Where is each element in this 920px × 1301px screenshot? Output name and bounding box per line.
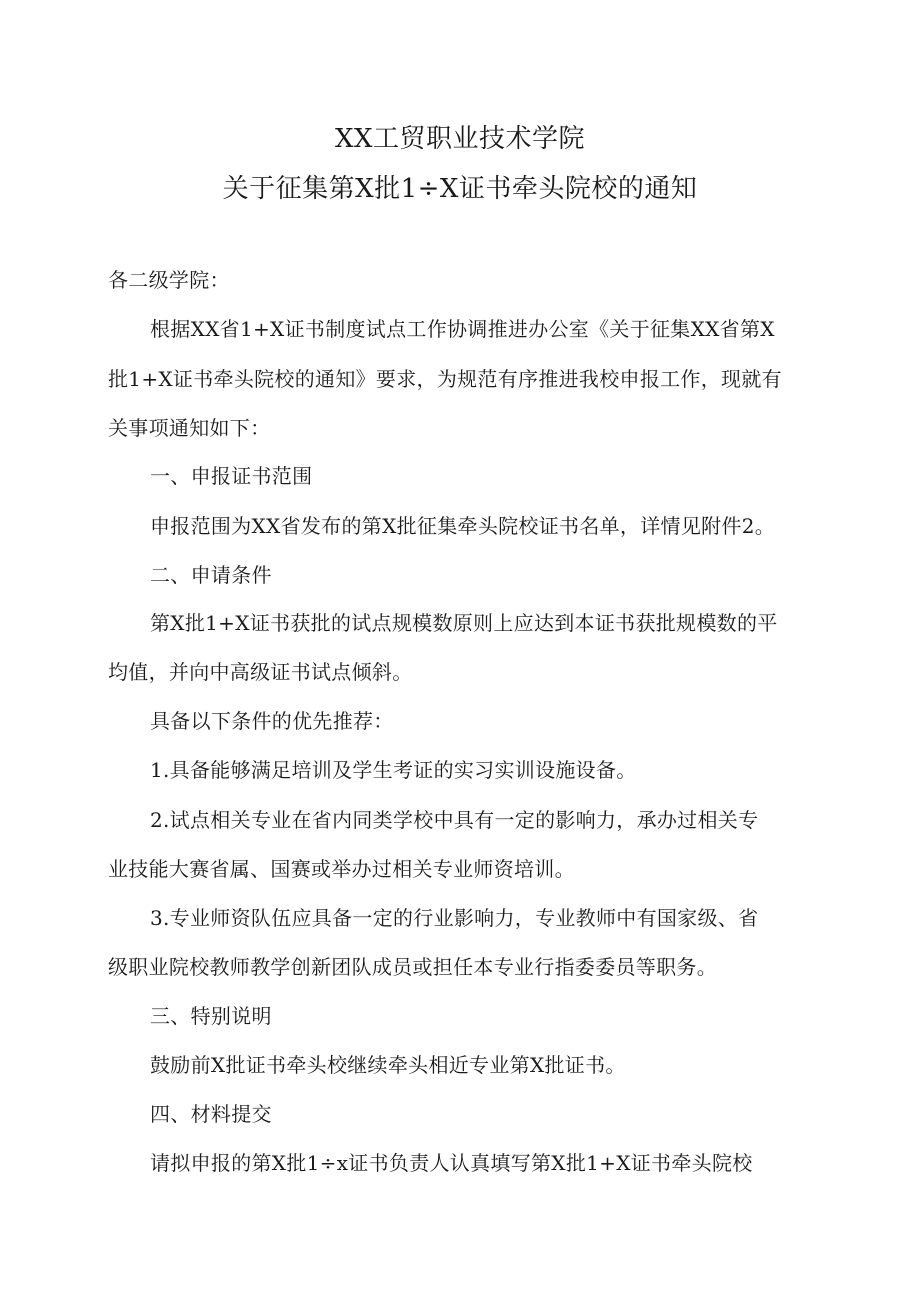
section-1-body: 申报范围为XX省发布的第X批征集牵头院校证书名单，详情见附件2。 (150, 514, 776, 538)
document-title-notice: 关于征集第X批1÷X证书牵头院校的通知 (222, 174, 698, 204)
condition-item-2-line-1: 2.试点相关专业在省内同类学校中具有一定的影响力，承办过相关专 (150, 808, 759, 832)
intro-line-2: 批1+X证书牵头院校的通知》要求，为规范有序推进我校申报工作，现就有 (108, 367, 782, 391)
section-heading-2: 二、申请条件 (150, 563, 272, 587)
section-2-body-line-2: 均值，并向中高级证书试点倾斜。 (108, 660, 413, 684)
condition-item-2-line-2: 业技能大赛省属、国赛或举办过相关专业师资培训。 (108, 857, 575, 881)
section-heading-1: 一、申报证书范围 (150, 464, 313, 488)
condition-item-3-line-1: 3.专业师资队伍应具备一定的行业影响力，专业教师中有国家级、省 (150, 906, 759, 930)
section-heading-4: 四、材料提交 (150, 1102, 272, 1126)
condition-item-3-line-2: 级职业院校教师教学创新团队成员或担任本专业行指委委员等职务。 (108, 955, 717, 979)
section-3-body: 鼓励前X批证书牵头校继续牵头相近专业第X批证书。 (150, 1053, 626, 1077)
section-2-body-line-1: 第X批1+X证书获批的试点规模数原则上应达到本证书获批规模数的平 (150, 611, 778, 635)
intro-line-3: 关事项通知如下： (108, 416, 271, 440)
document-title-institution: XX工贸职业技术学院 (334, 124, 586, 154)
section-4-body: 请拟申报的第X批1÷x证书负责人认真填写第X批1+X证书牵头院校 (150, 1151, 753, 1175)
intro-line-1: 根据XX省1+X证书制度试点工作协调推进办公室《关于征集XX省第X (150, 317, 775, 341)
section-heading-3: 三、特别说明 (150, 1004, 272, 1028)
condition-item-1: 1.具备能够满足培训及学生考证的实习实训设施设备。 (150, 758, 637, 782)
priority-intro: 具备以下条件的优先推荐： (150, 709, 394, 733)
salutation: 各二级学院： (108, 268, 230, 292)
